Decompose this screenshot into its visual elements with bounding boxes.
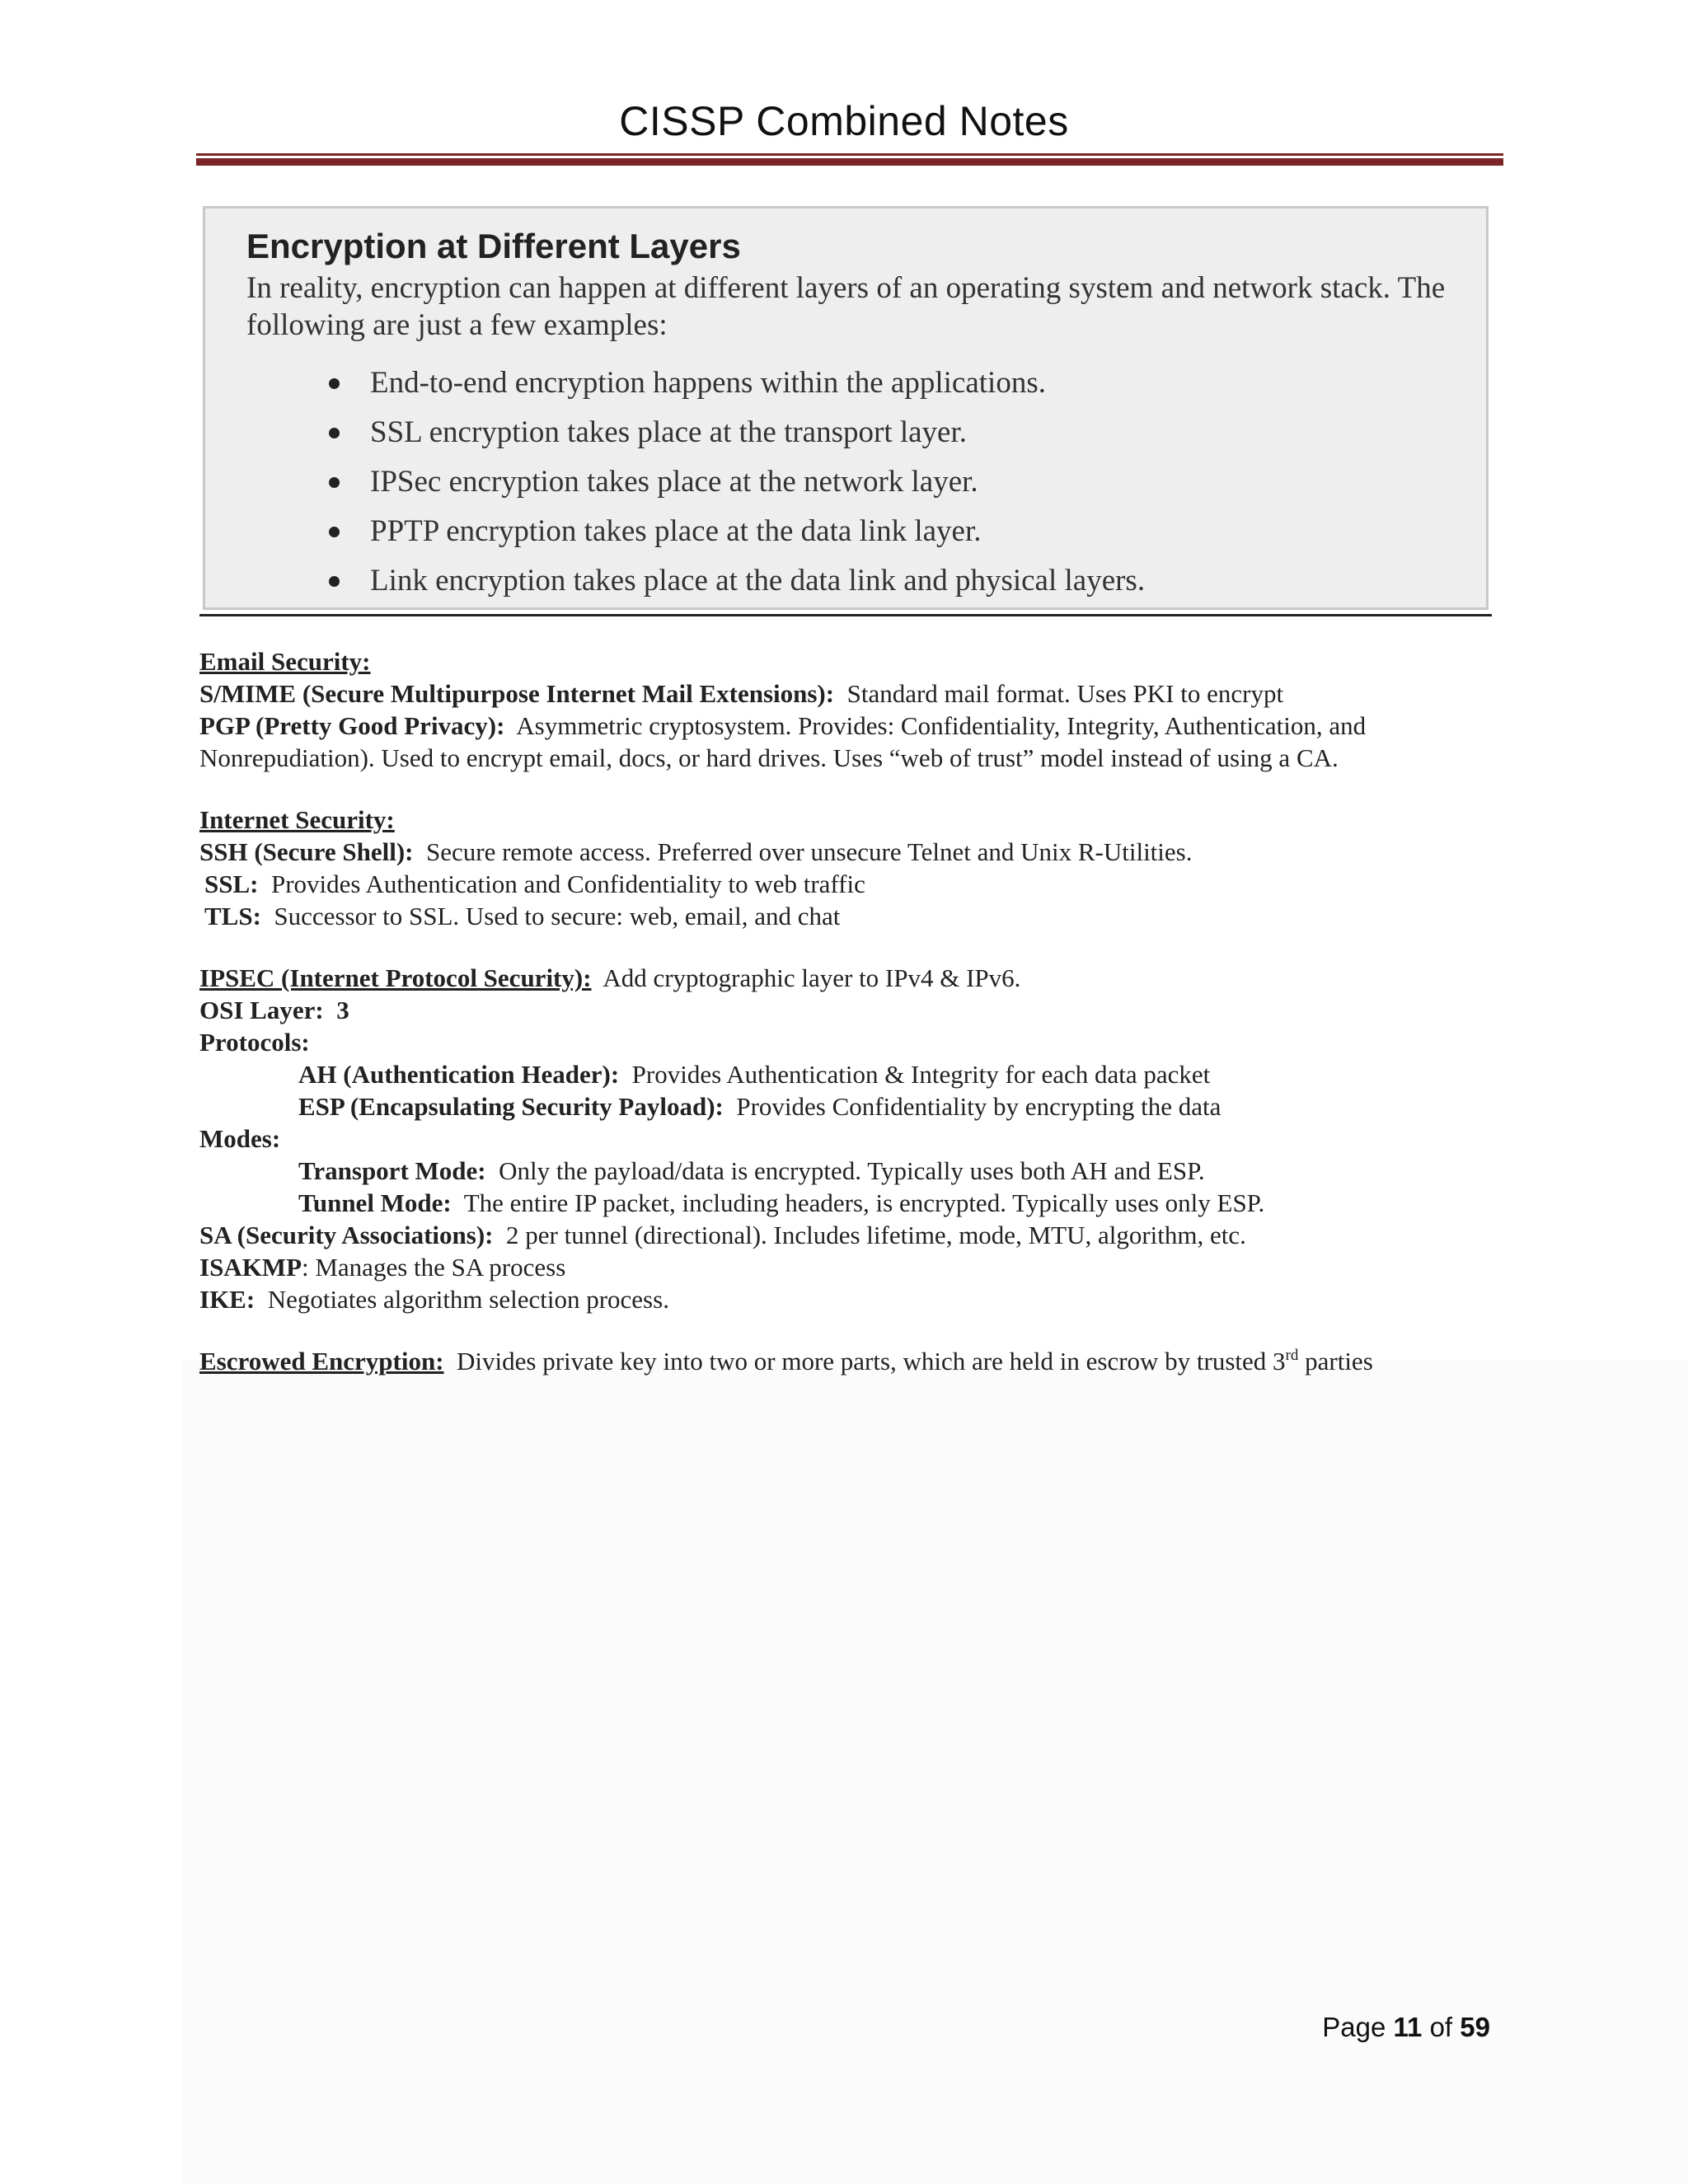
isakmp-line: ISAKMP: Manages the SA process bbox=[199, 1253, 566, 1282]
ipsec-heading-line: IPSEC (Internet Protocol Security): Add cryptographic layer to IPv4 & IPv6. bbox=[199, 963, 1021, 992]
bullet-icon bbox=[329, 527, 340, 537]
email-security-heading: Email Security: bbox=[199, 647, 371, 676]
list-item: Link encryption takes place at the data link and physical layers. bbox=[205, 556, 1145, 606]
list-item: SSL encryption takes place at the transport layer. bbox=[205, 408, 1145, 457]
ah-line: AH (Authentication Header): Provides Authentication & Integrity for each data packet bbox=[298, 1060, 1211, 1089]
current-page-number: 11 bbox=[1393, 2012, 1423, 2042]
ipsec-heading: IPSEC (Internet Protocol Security): bbox=[199, 963, 592, 992]
figure-bullet-list bbox=[205, 359, 1145, 606]
ssh-line: SSH (Secure Shell): Secure remote access. Preferred over unsecure Telnet and Unix R-Utilities. bbox=[199, 837, 1193, 866]
page-number-footer: Page 11 of 59 bbox=[1322, 2012, 1490, 2042]
transport-mode-line: Transport Mode: Only the payload/data is encrypted. Typically uses both AH and ESP. bbox=[298, 1156, 1205, 1185]
encryption-layers-figure bbox=[203, 206, 1489, 610]
list-item: IPSec encryption takes place at the network layer. bbox=[205, 457, 1145, 507]
escrow-line: Escrowed Encryption: Divides private key into two or more parts, which are held in escrow by trusted 3rd parties bbox=[199, 1347, 1373, 1376]
escrow-heading: Escrowed Encryption: bbox=[199, 1347, 444, 1376]
bullet-icon bbox=[329, 576, 340, 587]
modes-label: Modes: bbox=[199, 1124, 281, 1153]
tunnel-mode-line: Tunnel Mode: The entire IP packet, including headers, is encrypted. Typically uses only ESP. bbox=[298, 1188, 1265, 1217]
tls-line: TLS: Successor to SSL. Used to secure: web, email, and chat bbox=[204, 902, 841, 930]
esp-line: ESP (Encapsulating Security Payload): Provides Confidentiality by encrypting the data bbox=[298, 1092, 1221, 1121]
header-rule-thick bbox=[196, 158, 1503, 166]
bullet-icon bbox=[329, 477, 340, 488]
notes-body bbox=[199, 645, 1518, 1377]
bullet-icon bbox=[329, 378, 340, 389]
pgp-line: PGP (Pretty Good Privacy): Asymmetric cryptosystem. Provides: Confidentiality, Integrity, Authentication, and Nonrepudiation). Used to encrypt email, docs, or hard drives. Uses “web of trust” model instead of using a CA. bbox=[199, 711, 1367, 772]
sa-line: SA (Security Associations): 2 per tunnel (directional). Includes lifetime, mode, MTU, algorithm, etc. bbox=[199, 1221, 1246, 1249]
internet-security-heading: Internet Security: bbox=[199, 805, 395, 834]
page-background-shade bbox=[183, 1360, 1688, 2184]
ssl-line: SSL: Provides Authentication and Confidentiality to web traffic bbox=[204, 869, 865, 898]
smime-line: S/MIME (Secure Multipurpose Internet Mail Extensions): Standard mail format. Uses PKI to encrypt bbox=[199, 679, 1284, 708]
figure-bottom-rule bbox=[199, 614, 1492, 616]
ike-line: IKE: Negotiates algorithm selection process. bbox=[199, 1285, 669, 1314]
header-rule-thin bbox=[196, 153, 1503, 156]
total-pages: 59 bbox=[1460, 2012, 1490, 2042]
figure-title: Encryption at Different Layers bbox=[246, 227, 741, 265]
protocols-label: Protocols: bbox=[199, 1028, 310, 1057]
list-item: PPTP encryption takes place at the data link layer. bbox=[205, 507, 1145, 556]
osi-layer-line: OSI Layer: 3 bbox=[199, 996, 349, 1024]
page-header-title: CISSP Combined Notes bbox=[619, 98, 1069, 144]
figure-intro: In reality, encryption can happen at different layers of an operating system and network stack. The following are just a few examples: bbox=[246, 271, 1446, 342]
bullet-icon bbox=[329, 428, 340, 438]
list-item: End-to-end encryption happens within the applications. bbox=[205, 359, 1145, 408]
